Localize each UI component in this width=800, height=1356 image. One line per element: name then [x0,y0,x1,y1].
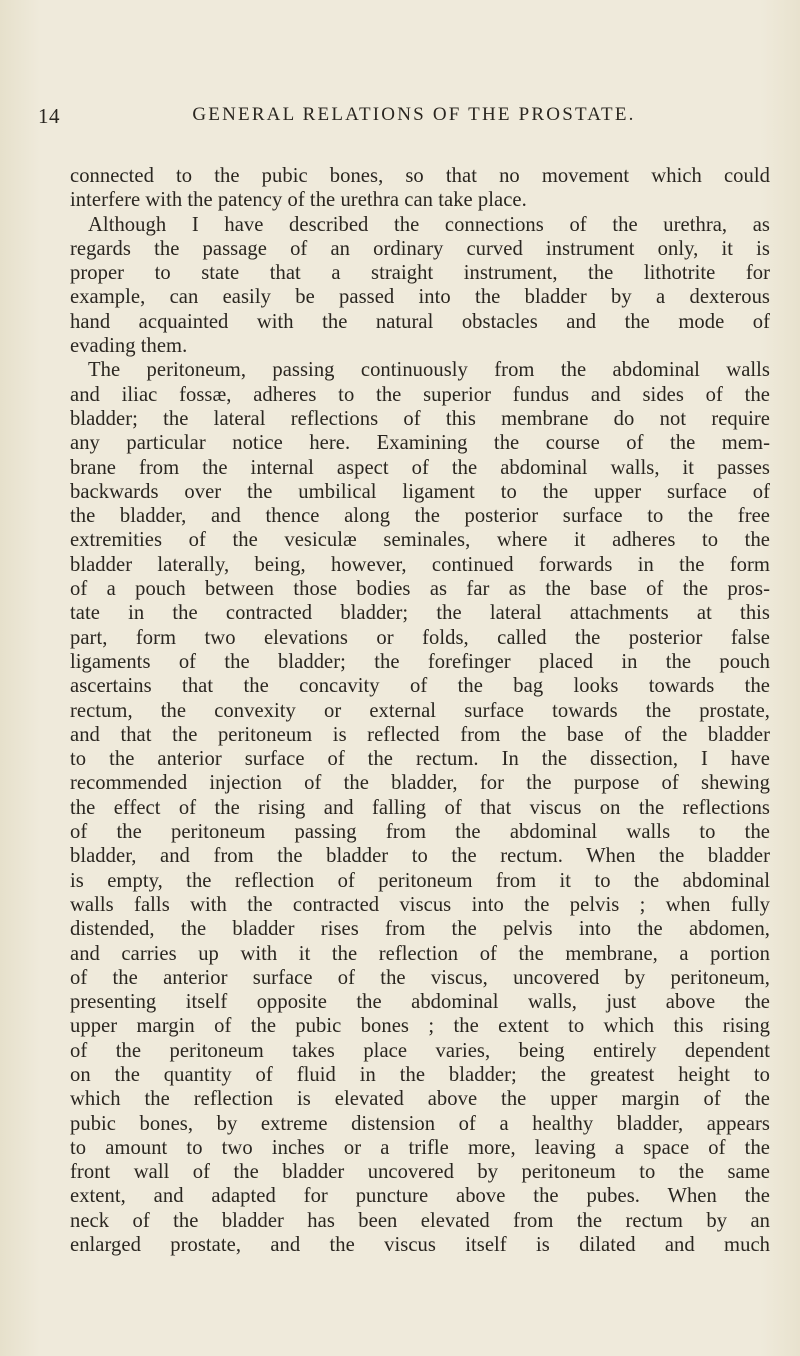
text-line: proper to state that a straight instrument, the lithotrite for [70,262,770,285]
text-line: recommended injection of the bladder, for the purpose of shewing [70,772,770,795]
text-line: of a pouch between those bodies as far as the base of the pros- [70,578,770,601]
body-text [70,164,770,1257]
text-line: and iliac fossæ, adheres to the superior fundus and sides of the [70,383,770,406]
text-line: brane from the internal aspect of the abdominal walls, it passes [70,456,770,479]
text-line: regards the passage of an ordinary curved instrument only, it is [70,237,770,260]
text-line: and carries up with it the reflection of the membrane, a portion [70,942,770,965]
page-number: 14 [38,104,60,128]
text-line: distended, the bladder rises from the pelvis into the abdomen, [70,918,770,941]
text-line: upper margin of the pubic bones ; the extent to which this rising [70,1015,770,1038]
text-line: part, form two elevations or folds, called the posterior false [70,626,770,649]
running-title: GENERAL RELATIONS OF THE PROSTATE. [192,104,636,125]
running-head [0,104,800,134]
text-line: the effect of the rising and falling of that viscus on the reflections [70,796,770,819]
text-line: ligaments of the bladder; the forefinger placed in the pouch [70,650,770,673]
text-line: ascertains that the concavity of the bag looks towards the [70,675,770,698]
text-line: interfere with the patency of the urethra can take place. [70,189,527,212]
text-line: of the peritoneum passing from the abdominal walls to the [70,821,770,844]
text-line: to amount to two inches or a trifle more, leaving a space of the [70,1136,770,1159]
text-line: of the peritoneum takes place varies, being entirely dependent [70,1039,770,1062]
text-line: bladder; the lateral reflections of this membrane do not require [70,407,770,430]
text-line: backwards over the umbilical ligament to the upper surface of [70,480,770,503]
text-line: is empty, the reflection of peritoneum from it to the abdominal [70,869,770,892]
text-line: evading them. [70,335,188,358]
text-line: front wall of the bladder uncovered by peritoneum to the same [70,1161,770,1184]
text-line: The peritoneum, passing continuously from the abdominal walls [88,359,770,382]
text-line: to the anterior surface of the rectum. In the dissection, I have [70,748,770,771]
text-line: Although I have described the connections of the urethra, as [88,213,770,236]
text-line: example, can easily be passed into the bladder by a dexterous [70,286,770,309]
text-line: any particular notice here. Examining the course of the mem- [70,432,770,455]
text-line: connected to the pubic bones, so that no movement which could [70,165,770,187]
text-line: and that the peritoneum is reflected from the base of the bladder [70,723,770,746]
text-line: tate in the contracted bladder; the lateral attachments at this [70,602,770,625]
text-line: pubic bones, by extreme distension of a healthy bladder, appears [70,1112,770,1135]
text-line: extremities of the vesiculæ seminales, where it adheres to the [70,529,770,552]
text-line: walls falls with the contracted viscus into the pelvis ; when fully [70,893,770,916]
text-line: enlarged prostate, and the viscus itself is dilated and much [70,1234,770,1257]
text-line: presenting itself opposite the abdominal walls, just above the [70,991,770,1014]
text-line: extent, and adapted for puncture above the pubes. When the [70,1185,770,1208]
text-line: which the reflection is elevated above the upper margin of the [70,1088,770,1111]
text-line: of the anterior surface of the viscus, uncovered by peritoneum, [70,966,770,989]
text-line: bladder laterally, being, however, continued forwards in the form [70,553,770,576]
text-line: the bladder, and thence along the posterior surface to the free [70,505,770,528]
text-line: hand acquainted with the natural obstacles and the mode of [70,310,770,333]
text-line: bladder, and from the bladder to the rectum. When the bladder [70,845,770,868]
text-line: on the quantity of fluid in the bladder; the greatest height to [70,1063,770,1086]
text-line: rectum, the convexity or external surface towards the prostate, [70,699,770,722]
text-line: neck of the bladder has been elevated from the rectum by an [70,1209,770,1232]
